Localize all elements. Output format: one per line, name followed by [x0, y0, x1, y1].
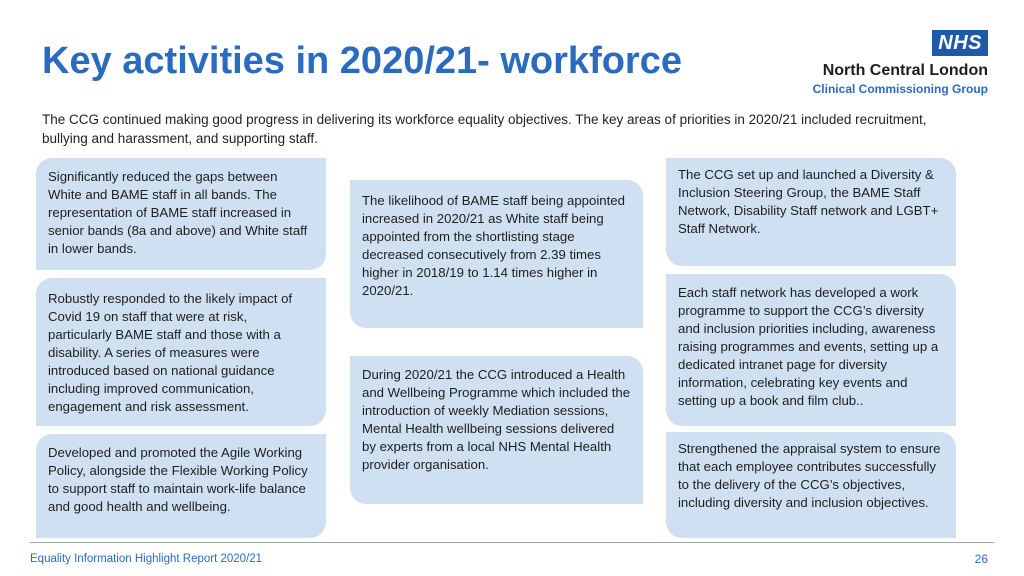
card-agile: Developed and promoted the Agile Working Policy, alongside the Flexible Working Policy to support staff to maintain work-life balance and good health and wellbeing.: [36, 434, 326, 538]
intro-paragraph: The CCG continued making good progress in delivering its workforce equality objectives. The key areas of priorities in 2020/21 included recruitment, bullying and harassment, and supporting staff.: [42, 112, 927, 146]
nhs-logo: [788, 30, 988, 100]
footer-divider: [30, 542, 994, 543]
card-steering: The CCG set up and launched a Diversity & Inclusion Steering Group, the BAME Staff Network, Disability Staff network and LGBT+ Staff Network.: [666, 158, 956, 266]
nhs-badge: NHS: [932, 30, 988, 56]
card-gaps: Significantly reduced the gaps between White and BAME staff in all bands. The representation of BAME staff increased in senior bands (8a and above) and White staff in lower bands.: [36, 158, 326, 270]
footer-text: Equality Information Highlight Report 2020/21: [30, 553, 263, 565]
page-title: Key activities in 2020/21- workforce: [42, 40, 682, 82]
page-number: 26: [974, 552, 988, 566]
card-covid: Robustly responded to the likely impact of Covid 19 on staff that were at risk, particularly BAME staff and those with a disability. A series of measures were introduced based on national guidance including improved communication, engagement and risk assessment.: [36, 278, 326, 426]
card-likelihood: The likelihood of BAME staff being appointed increased in 2020/21 as White staff being appointed from the shortlisting stage decreased consecutively from 2.39 times higher in 2018/19 to 1.14 times higher in 2020/21.: [350, 180, 643, 328]
card-appraisal: Strengthened the appraisal system to ensure that each employee contributes successfully to the delivery of the CCG’s objectives, including diversity and inclusion objectives.: [666, 432, 956, 538]
org-subtitle: Clinical Commissioning Group: [812, 82, 988, 96]
card-networks: Each staff network has developed a work programme to support the CCG’s diversity and inclusion priorities including, awareness raising programmes and events, setting up a dedicated intranet page for diversity information, celebrating key events and setting up a book and film club..: [666, 274, 956, 426]
card-wellbeing: During 2020/21 the CCG introduced a Health and Wellbeing Programme which included the introduction of weekly Mediation sessions, Mental Health wellbeing sessions delivered by experts from a local NHS Mental Health provider organisation.: [350, 356, 643, 504]
org-name: North Central London: [822, 62, 988, 79]
